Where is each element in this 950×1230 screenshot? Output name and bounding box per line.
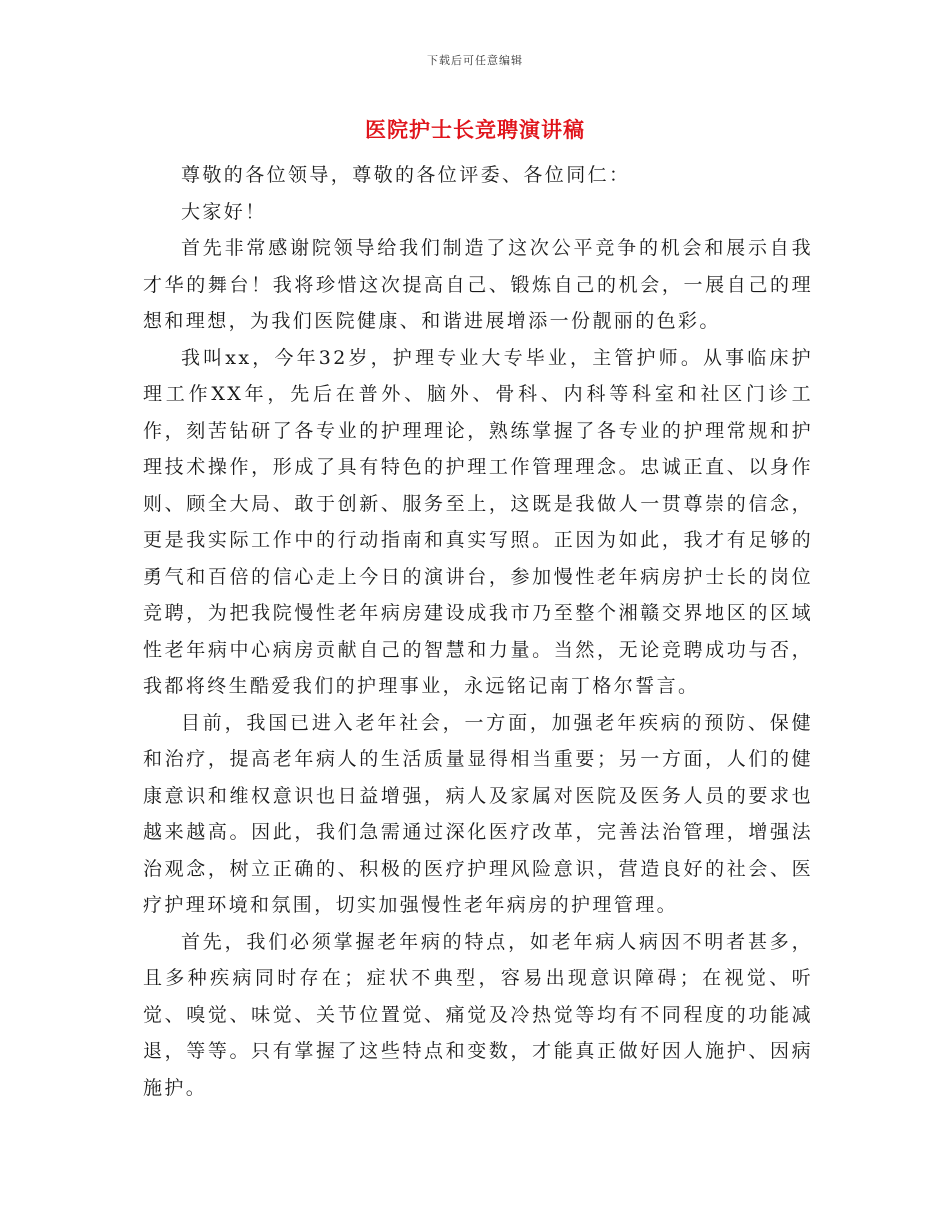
paragraph-greeting: 大家好！	[181, 200, 267, 223]
paragraph-thanks: 首先非常感谢院领导给我们制造了这次公平竞争的机会和展示自我才华的舞台！我将珍惜这次提高自己、锻炼自己的机会，一展自己的理想和理想，为我们医院健康、和谐进展增添一份靓丽的色彩。	[143, 237, 813, 332]
paragraph-first-point: 首先，我们必须掌握老年病的特点，如老年病人病因不明者甚多，且多种疾病同时存在；症状不典型，容易出现意识障碍；在视觉、听觉、嗅觉、味觉、关节位置觉、痛觉及冷热觉等均有不同程度的功能减退，等等。只有掌握了这些特点和变数，才能真正做好因人施护、因病施护。	[143, 930, 813, 1099]
paragraph-introduction: 我叫xx，今年32岁，护理专业大专毕业，主管护师。从事临床护理工作XX年，先后在普外、脑外、骨科、内科等科室和社区门诊工作，刻苦钻研了各专业的护理理论，熟练掌握了各专业的护理常规和护理技术操作，形成了具有特色的护理工作管理理念。忠诚正直、以身作则、顾全大局、敢于创新、服务至上，这既是我做人一贯尊崇的信念，更是我实际工作中的行动指南和真实写照。正因为如此，我才有足够的勇气和百倍的信心走上今日的演讲台，参加慢性老年病房护士长的岗位竞聘，为把我院慢性老年病房建设成我市乃至整个湘赣交界地区的区域性老年病中心病房贡献自己的智慧和力量。当然，无论竞聘成功与否，我都将终生酷爱我们的护理事业，永远铭记南丁格尔誓言。	[143, 346, 813, 697]
paragraph-current-situation: 目前，我国已进入老年社会，一方面，加强老年疾病的预防、保健和治疗，提高老年病人的生活质量显得相当重要；另一方面，人们的健康意识和维权意识也日益增强，病人及家属对医院及医务人员的要求也越来越高。因此，我们急需通过深化医疗改革，完善法治管理，增强法治观念，树立正确的、积极的医疗护理风险意识，营造良好的社会、医疗护理环境和氛围，切实加强慢性老年病房的护理管理。	[143, 711, 813, 916]
document-body	[143, 157, 813, 1106]
paragraph-salutation: 尊敬的各位领导，尊敬的各位评委、各位同仁：	[181, 164, 631, 186]
page-header-note: 下载后可任意编辑	[427, 54, 523, 67]
document-title: 医院护士长竞聘演讲稿	[365, 117, 585, 142]
